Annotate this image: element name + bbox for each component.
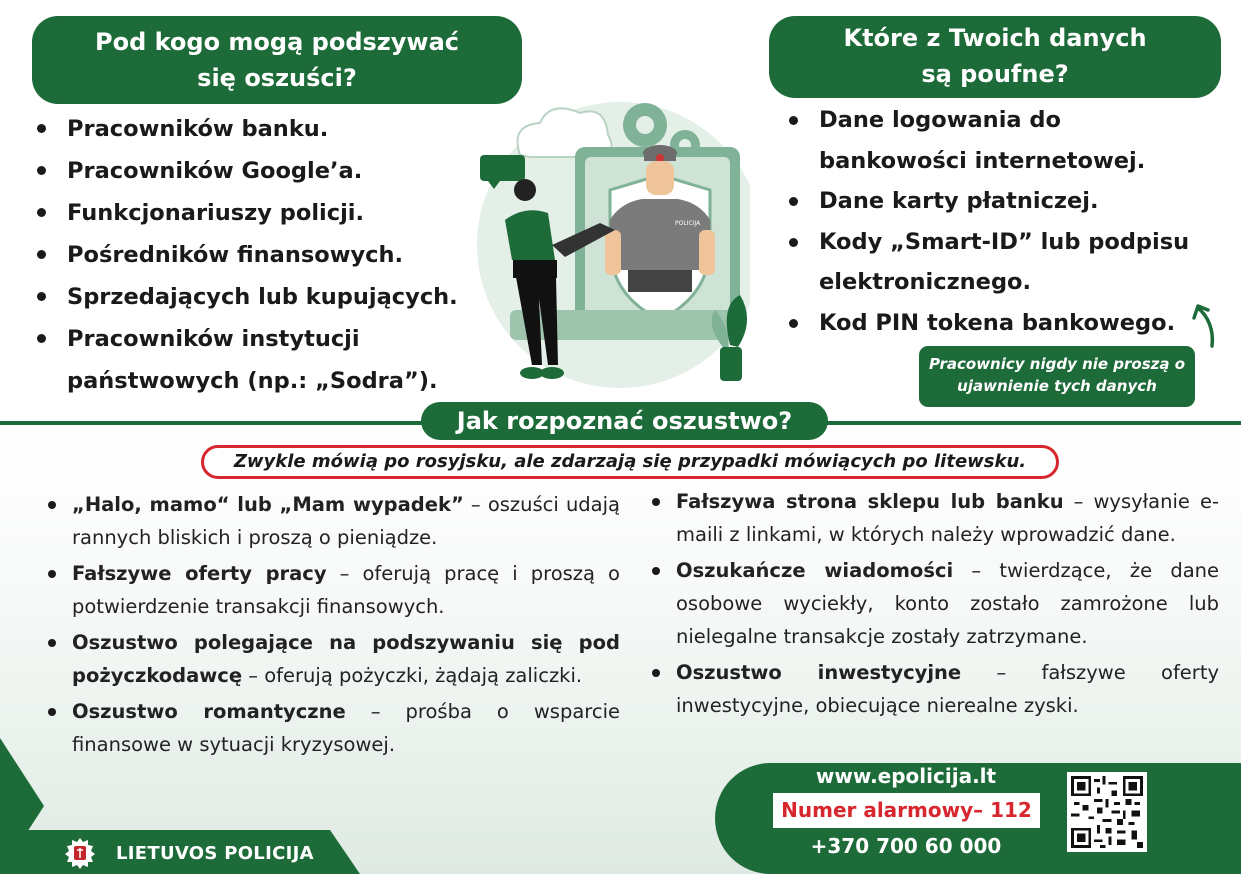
phone-number[interactable]: +370 700 60 000 — [810, 834, 1002, 858]
callout-line1: Pracownicy nigdy nie proszą o — [928, 355, 1186, 373]
list-item: Kody „Smart-ID” lub podpisu elektronicznego. — [785, 222, 1215, 303]
list-item — [646, 554, 1219, 653]
police-emblem-icon — [63, 837, 97, 869]
fraud-type-description: – twierdzące, że dane osobowe wyciekły, konto zostało zamrożone lub nielegalne transakcje zostały zatrzymane. — [676, 559, 1219, 648]
badge-label: POLICIJA — [675, 220, 701, 227]
impersonation-list — [33, 108, 503, 402]
heading-impersonation-line2: się oszuści? — [197, 64, 357, 92]
heading-confidential-line1: Które z Twoich danych — [843, 24, 1147, 52]
fraud-type-description: – oszuści udają rannych bliskich i proszą o pieniądze. — [72, 493, 621, 549]
list-item — [42, 488, 620, 554]
list-item — [42, 695, 620, 761]
heading-confidential-data — [769, 16, 1221, 98]
list-item: Pracowników Google’a. — [33, 150, 503, 192]
list-item — [646, 485, 1219, 551]
fraud-type-description: – fałszywe oferty inwestycyjne, obiecujące nierealne zyski. — [676, 661, 1220, 717]
heading-impersonation — [32, 16, 522, 104]
list-item: Dane logowania do bankowości internetowej. — [785, 100, 1215, 181]
fraud-type-title: Fałszywa strona sklepu lub banku — [676, 490, 1064, 513]
language-warning-banner: Zwykle mówią po rosyjsku, ale zdarzają się przypadki mówiących po litewsku. — [201, 445, 1059, 479]
list-item — [42, 626, 620, 692]
fraud-type-description: – oferują pracę i proszą o potwierdzenie transakcji finansowych. — [72, 562, 620, 618]
police-label: LIETUVOS POLICIJA — [116, 843, 314, 864]
heading-recognize-fraud: Jak rozpoznać oszustwo? — [421, 402, 828, 440]
list-item — [42, 557, 620, 623]
list-item: Funkcjonariuszy policji. — [33, 192, 503, 234]
fraud-type-title: Oszukańcze wiadomości — [676, 559, 954, 582]
fraud-types-right — [646, 485, 1219, 725]
emergency-number: Numer alarmowy– 112 — [773, 793, 1040, 828]
fraud-type-title: Oszustwo romantyczne — [72, 700, 346, 723]
website-link[interactable]: www.epolicija.lt — [815, 764, 997, 788]
confidential-data-list — [785, 100, 1215, 343]
list-item: Pracowników banku. — [33, 108, 503, 150]
fraud-type-description: – prośba o wsparcie finansowe w sytuacji kryzysowej. — [72, 700, 620, 756]
employees-never-ask-callout — [919, 346, 1195, 407]
fraud-types-left — [42, 488, 620, 764]
list-item: Pracowników instytucji państwowych (np.: „Sodra”). — [33, 318, 503, 402]
fraud-type-title: „Halo, mamo“ lub „Mam wypadek” — [72, 493, 464, 516]
list-item: Sprzedających lub kupujących. — [33, 276, 503, 318]
list-item: Dane karty płatniczej. — [785, 181, 1215, 222]
list-item: Pośredników finansowych. — [33, 234, 503, 276]
fraud-type-title: Oszustwo inwestycyjne — [676, 661, 962, 684]
fraud-type-title: Oszustwo polegające na podszywaniu się pod pożyczkodawcę — [72, 631, 620, 687]
fraud-type-description: – wysyłanie e-maili z linkami, w których należy wprowadzić dane. — [676, 490, 1219, 546]
curved-arrow-icon — [1190, 300, 1220, 350]
fraud-type-description: – oferują pożyczki, żądają zaliczki. — [242, 664, 583, 687]
qr-code-icon[interactable] — [1067, 772, 1147, 852]
fraud-illustration — [470, 95, 750, 395]
heading-impersonation-line1: Pod kogo mogą podszywać — [94, 28, 459, 56]
fraud-type-title: Fałszywe oferty pracy — [72, 562, 327, 585]
list-item: Kod PIN tokena bankowego. — [785, 303, 1215, 344]
callout-line2: ujawnienie tych danych — [957, 377, 1157, 395]
list-item — [646, 656, 1219, 722]
heading-confidential-line2: są poufne? — [921, 60, 1069, 88]
